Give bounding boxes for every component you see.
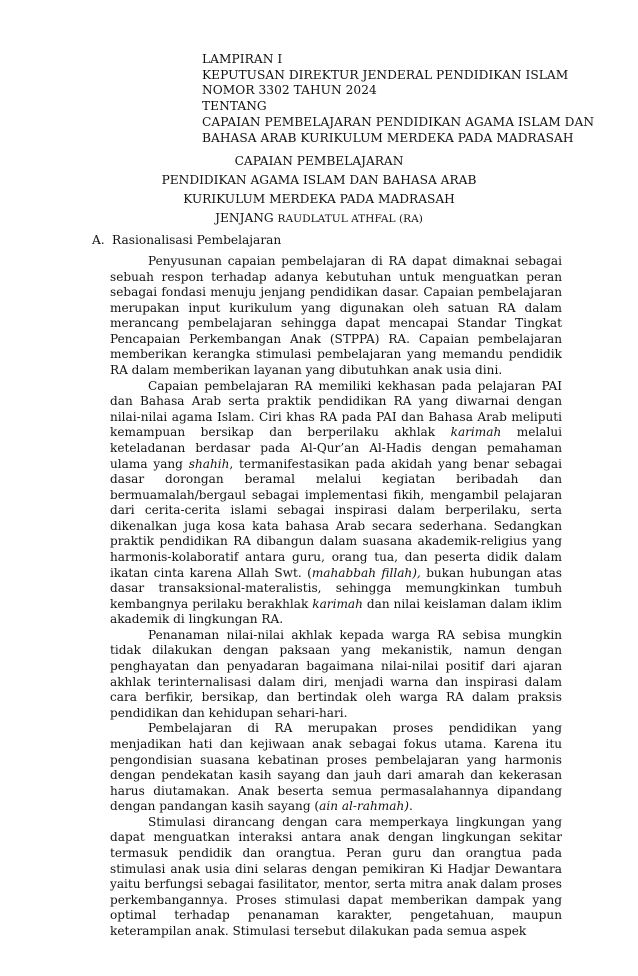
title-level-prefix: JENJANG bbox=[215, 211, 274, 225]
attachment-header bbox=[202, 52, 622, 146]
paragraph-2-term-karimah-2: karimah bbox=[312, 596, 363, 611]
decree-number: NOMOR 3302 TAHUN 2024 bbox=[202, 83, 377, 98]
paragraph-4-text-a: Pembelajaran di RA merupakan proses pendidikan yang menjadikan hati dan kejiwaan anak sebagai fokus utama. Karena itu pengondisian suasana kebatinan proses pembelajaran yang harmonis dengan pendekatan kasih sayang dan jauh dari amarah dan kekerasan harus diutamakan. Anak beserta semua permasalahannya dipandang dengan pandangan kasih sayang ( bbox=[110, 721, 562, 814]
decree-about-label: TENTANG bbox=[202, 99, 267, 114]
section-number: A. bbox=[92, 233, 105, 247]
paragraph-2-term-shahih: shahih bbox=[188, 456, 230, 471]
section-title: Rasionalisasi Pembelajaran bbox=[112, 233, 282, 247]
paragraph-2-text-c: melalui keteladanan berdasar pada Al-Qur’an Al-Hadis dengan pemahaman ulama yang bbox=[110, 425, 562, 471]
paragraph-2-term-karimah: karimah bbox=[450, 425, 502, 440]
decree-subject-line-2: BAHASA ARAB KURIKULUM MERDEKA PADA MADRASAH bbox=[202, 130, 574, 145]
paragraph-4-text-c: . bbox=[408, 799, 413, 814]
title-line-3: KURIKULUM MERDEKA PADA MADRASAH bbox=[183, 192, 455, 206]
paragraph-2-text-g: bukan hubungan atas dasar transaksional-materalistis, sehingga memungkinkan tumbuh kembangnya perilaku berakhlak bbox=[110, 565, 562, 611]
title-level-name: RAUDLATUL ATHFAL (RA) bbox=[277, 213, 423, 225]
paragraph-4 bbox=[110, 721, 562, 814]
decree-title: KEPUTUSAN DIREKTUR JENDERAL PENDIDIKAN ISLAM bbox=[202, 67, 569, 82]
paragraph-2-text-a: Capaian pembelajaran RA memiliki kekhasan pada pelajaran PAI dan Bahasa Arab serta praktik pendidikan RA yang diwarnai dengan nilai-nilai agama Islam. Ciri khas RA pada PAI dan Bahasa Arab meliputi kemampuan bersikap dan berperilaku akhlak bbox=[110, 378, 562, 440]
paragraph-4-term-ain-al-rahmah: ain al-rahmah) bbox=[319, 799, 409, 814]
attachment-label: LAMPIRAN I bbox=[202, 52, 283, 66]
paragraph-1: Penyusunan capaian pembelajaran di RA dapat dimaknai sebagai sebuah respon terhadap adanya kebutuhan untuk menguatkan peran sebagai fondasi menuju jenjang pendidikan dasar. Capaian pembelajaran merupakan input kurikulum yang digunakan oleh satuan RA dalam merancang pembelajaran sehingga dapat mencapai Standar Tingkat Pencapaian Perkembangan Anak (STPPA) RA. Capaian pembelajaran memberikan kerangka stimulasi pembelajaran yang memandu pendidik RA dalam memberikan layanan yang dibutuhkan anak usia dini. bbox=[110, 254, 562, 378]
paragraph-2-text-e: , termanifestasikan pada akidah yang benar sebagai dasar dorongan beramal melalui kegiatan beribadah dan bermuamalah/bergaul sebagai implementasi fikih, mengambil pelajaran dari cerita-cerita islami sebagai inspirasi dalam berperilaku, serta dikenalkan juga kosa kata bahasa Arab secara sederhana. Sedangkan praktik pendidikan RA dibangun dalam suasana akademik-religius yang harmonis-kolaboratif antara guru, orang tua, dan peserta didik dalam ikatan cinta karena Allah Swt. ( bbox=[110, 456, 562, 580]
decree-subject-line-1: CAPAIAN PEMBELAJARAN PENDIDIKAN AGAMA ISLAM DAN bbox=[202, 114, 595, 129]
paragraph-2-term-mahabbah: mahabbah fillah), bbox=[311, 565, 421, 580]
paragraph-5: Stimulasi dirancang dengan cara memperkaya lingkungan yang dapat menguatkan interaksi antara anak dengan lingkungan sekitar termasuk pendidik dan orangtua. Peran guru dan orangtua pada stimulasi anak usia dini selaras dengan pemikiran Ki Hadjar Dewantara yaitu berfungsi sebagai fasilitator, mentor, serta mitra anak dalam proses perkembangannya. Proses stimulasi dapat memberikan dampak yang optimal terhadap penanaman karakter, pengetahuan, maupun keterampilan anak. Stimulasi tersebut dilakukan pada semua aspek bbox=[110, 814, 562, 938]
section-heading bbox=[92, 232, 281, 248]
paragraph-2 bbox=[110, 379, 562, 628]
title-line-1: CAPAIAN PEMBELAJARAN bbox=[234, 154, 404, 168]
paragraph-2-text-i: dan nilai keislaman dalam iklim akademik di lingkungan RA. bbox=[110, 596, 562, 627]
document-body bbox=[110, 254, 562, 939]
title-line-4 bbox=[0, 209, 638, 229]
paragraph-3: Penanaman nilai-nilai akhlak kepada warga RA sebisa mungkin tidak dilakukan dengan paksaan yang mekanistik, namun dengan penghayatan dan penyadaran bagaimana nilai-nilai positif dari ajaran akhlak terinternalisasi dalam diri, menjadi warna dan inspirasi dalam cara berfikir, bersikap, dan bertindak oleh warga RA dalam praksis pendidikan dan kehidupan sehari-hari. bbox=[110, 627, 562, 720]
document-title bbox=[0, 152, 638, 229]
title-line-2: PENDIDIKAN AGAMA ISLAM DAN BAHASA ARAB bbox=[161, 173, 477, 187]
